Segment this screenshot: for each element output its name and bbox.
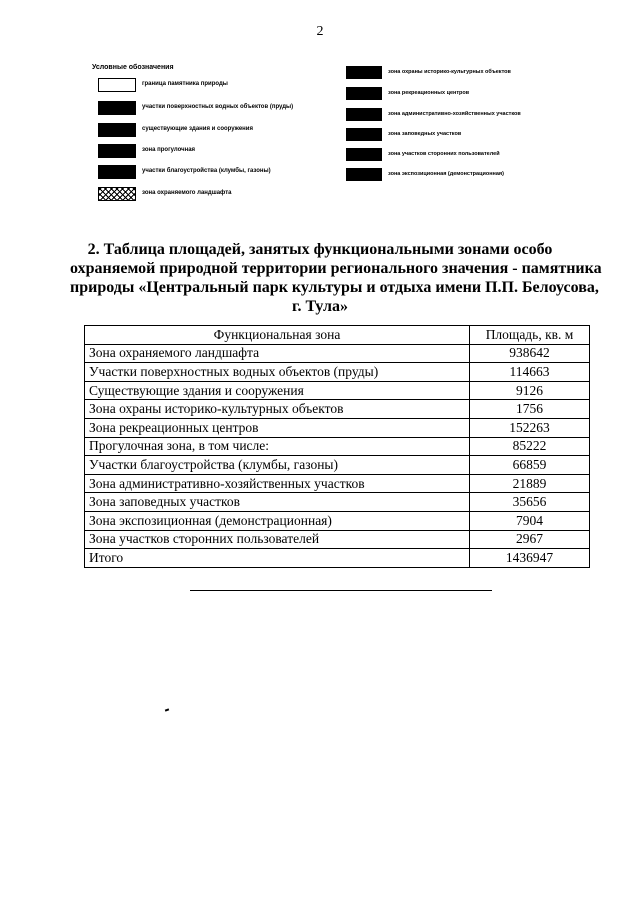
legend-label: зона административно-хозяйственных участков [388, 111, 521, 117]
area-cell: 7904 [470, 511, 590, 530]
zone-cell: Зона заповедных участков [85, 493, 470, 512]
legend-label: существующие здания и сооружения [142, 126, 253, 132]
column-header-zone: Функциональная зона [85, 326, 470, 345]
area-cell: 114663 [470, 363, 590, 382]
legend-label: участки поверхностных водных объектов (пруды) [142, 104, 294, 110]
legend-label: граница памятника природы [142, 81, 228, 87]
legend-swatch [98, 78, 136, 92]
section-title-line: г. Тула» [292, 298, 348, 315]
table-row [85, 474, 590, 493]
page-number: 2 [316, 24, 324, 39]
table-row [85, 437, 590, 456]
zones-area-table [84, 325, 590, 568]
section-title [70, 240, 602, 316]
area-cell: 1436947 [470, 549, 590, 568]
zone-cell: Зона охраняемого ландшафта [85, 344, 470, 363]
area-cell: 66859 [470, 456, 590, 475]
legend-label: зона прогулочная [142, 147, 196, 153]
table-row [85, 511, 590, 530]
legend-swatch [346, 87, 382, 100]
legend-swatch [346, 66, 382, 79]
area-cell: 938642 [470, 344, 590, 363]
zone-cell: Зона рекреационных центров [85, 418, 470, 437]
legend-label: зона охраняемого ландшафта [142, 190, 232, 196]
legend-label: зона участков сторонних пользователей [388, 151, 500, 157]
zone-cell: Прогулочная зона, в том числе: [85, 437, 470, 456]
end-divider-line [190, 590, 492, 591]
legend-swatch [98, 123, 136, 137]
table-row [85, 400, 590, 419]
legend-swatch [98, 187, 136, 201]
zone-cell: Зона административно-хозяйственных участков [85, 474, 470, 493]
legend-label: зона заповедных участков [388, 131, 462, 137]
table-row [85, 493, 590, 512]
legend-swatch [346, 108, 382, 121]
column-header-area: Площадь, кв. м [470, 326, 590, 345]
zone-cell: Существующие здания и сооружения [85, 381, 470, 400]
table-row [85, 418, 590, 437]
legend-swatch [346, 168, 382, 181]
legend-label: зона экспозиционная (демонстрационная) [388, 171, 504, 177]
zone-cell: Зона экспозиционная (демонстрационная) [85, 511, 470, 530]
zone-cell: Итого [85, 549, 470, 568]
zone-cell: Зона охраны историко-культурных объектов [85, 400, 470, 419]
table-row [85, 381, 590, 400]
legend-label: зона охраны историко-культурных объектов [388, 69, 511, 75]
area-cell: 9126 [470, 381, 590, 400]
table-row [85, 344, 590, 363]
area-cell: 1756 [470, 400, 590, 419]
table-row [85, 456, 590, 475]
area-cell: 2967 [470, 530, 590, 549]
table-row [85, 363, 590, 382]
area-cell: 21889 [470, 474, 590, 493]
section-title-line: природы «Центральный парк культуры и отдыха имени П.П. Белоусова, [70, 279, 599, 296]
legend-label: участки благоустройства (клумбы, газоны) [142, 168, 271, 174]
section-title-line: 2. Таблица площадей, занятых функциональными зонами особо [87, 241, 553, 258]
area-cell: 35656 [470, 493, 590, 512]
section-title-line: охраняемой природной территории регионального значения - памятника [70, 260, 602, 277]
area-cell: 152263 [470, 418, 590, 437]
legend-swatch [98, 144, 136, 158]
table-header-row [85, 326, 590, 345]
area-cell: 85222 [470, 437, 590, 456]
legend-swatch [346, 148, 382, 161]
stray-mark [165, 708, 169, 711]
legend-title: Условные обозначения [92, 64, 174, 71]
table-row-total [85, 549, 590, 568]
table-row [85, 530, 590, 549]
zone-cell: Зона участков сторонних пользователей [85, 530, 470, 549]
legend-swatch [346, 128, 382, 141]
legend-swatch [98, 165, 136, 179]
map-legend [92, 64, 572, 214]
zone-cell: Участки поверхностных водных объектов (пруды) [85, 363, 470, 382]
legend-swatch [98, 101, 136, 115]
zone-cell: Участки благоустройства (клумбы, газоны) [85, 456, 470, 475]
legend-label: зона рекреационных центров [388, 90, 470, 96]
